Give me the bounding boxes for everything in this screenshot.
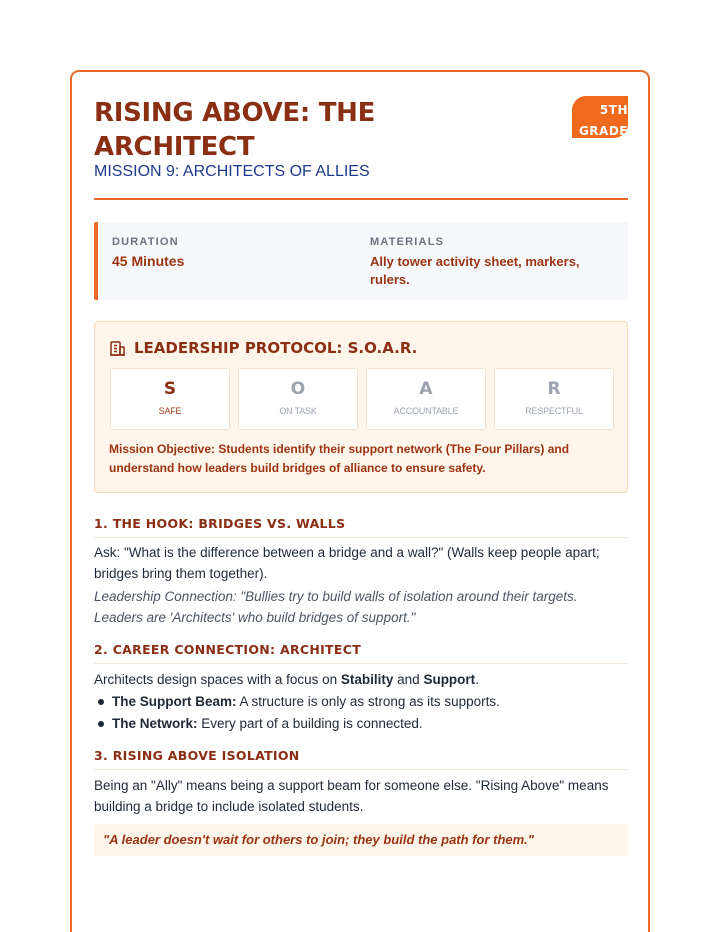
list-item (94, 713, 628, 735)
career-intro-mid: and (393, 672, 424, 687)
soar-letter: A (419, 379, 433, 399)
soar-letter: S (163, 379, 177, 399)
materials-label: MATERIALS (370, 236, 445, 248)
soar-word: ON TASK (279, 406, 317, 416)
career-intro-post: . (475, 672, 479, 687)
duration-value: 45 Minutes (112, 253, 185, 269)
soar-letter: O (290, 379, 306, 399)
duration-block (112, 236, 184, 269)
protocol-heading (109, 339, 417, 357)
bullet-term: The Support Beam: (112, 694, 237, 709)
section-heading-hook: 1. THE HOOK: BRIDGES VS. WALLS (94, 516, 628, 538)
lesson-card (70, 70, 650, 932)
list-item (94, 691, 628, 713)
isolation-text: Being an "Ally" means being a support beam for someone else. "Rising Above" means building a bridge to include isolated students. (94, 778, 609, 814)
mission-objective: Mission Objective: Students identify their support network (The Four Pillars) and understand how leaders build bridges of alliance to ensure safety. (109, 442, 570, 475)
leadership-protocol-panel (94, 321, 628, 493)
career-bullet-list (94, 691, 628, 735)
hook-connection-text: Leadership Connection: "Bullies try to build walls of isolation around their targets. Leaders are 'Architects' who build bridges of support." (94, 589, 578, 625)
grade-badge-line1: 5TH (599, 103, 628, 117)
career-term-support: Support (423, 672, 476, 687)
protocol-heading-text: LEADERSHIP PROTOCOL: S.O.A.R. (134, 339, 418, 357)
mission-subtitle: MISSION 9: ARCHITECTS OF ALLIES (94, 163, 370, 180)
grade-badge-line2: GRADE (578, 124, 628, 138)
page-title: RISING ABOVE: THE ARCHITECT (94, 98, 376, 162)
career-intro-text (94, 669, 628, 690)
header-divider (94, 198, 628, 200)
career-term-stability: Stability (340, 672, 394, 687)
bullet-term: The Network: (112, 716, 198, 731)
soar-item-safe (110, 368, 230, 430)
section-heading-isolation: 3. RISING ABOVE ISOLATION (94, 748, 628, 770)
soar-item-respectful (494, 368, 614, 430)
materials-value: Ally tower activity sheet, markers, rulers. (370, 254, 580, 287)
soar-word: SAFE (158, 406, 182, 416)
info-panel (94, 222, 628, 300)
bullet-text: A structure is only as strong as its supports. (236, 694, 500, 709)
building-icon (109, 340, 126, 357)
soar-item-on-task (238, 368, 358, 430)
career-intro-pre: Architects design spaces with a focus on (94, 672, 341, 687)
bullet-text: Every part of a building is connected. (197, 716, 423, 731)
soar-word: ACCOUNTABLE (393, 406, 459, 416)
hook-ask-text: Ask: "What is the difference between a bridge and a wall?" (Walls keep people apart; bridges bring them together). (94, 545, 600, 581)
duration-label: DURATION (112, 236, 179, 248)
soar-grid (110, 368, 614, 430)
materials-block (370, 236, 600, 289)
leader-quote: "A leader doesn't wait for others to join; they build the path for them." (94, 824, 628, 856)
soar-item-accountable (366, 368, 486, 430)
soar-letter: R (547, 379, 561, 399)
grade-badge (572, 96, 628, 138)
soar-word: RESPECTFUL (525, 406, 583, 416)
section-heading-career: 2. CAREER CONNECTION: ARCHITECT (94, 642, 628, 664)
